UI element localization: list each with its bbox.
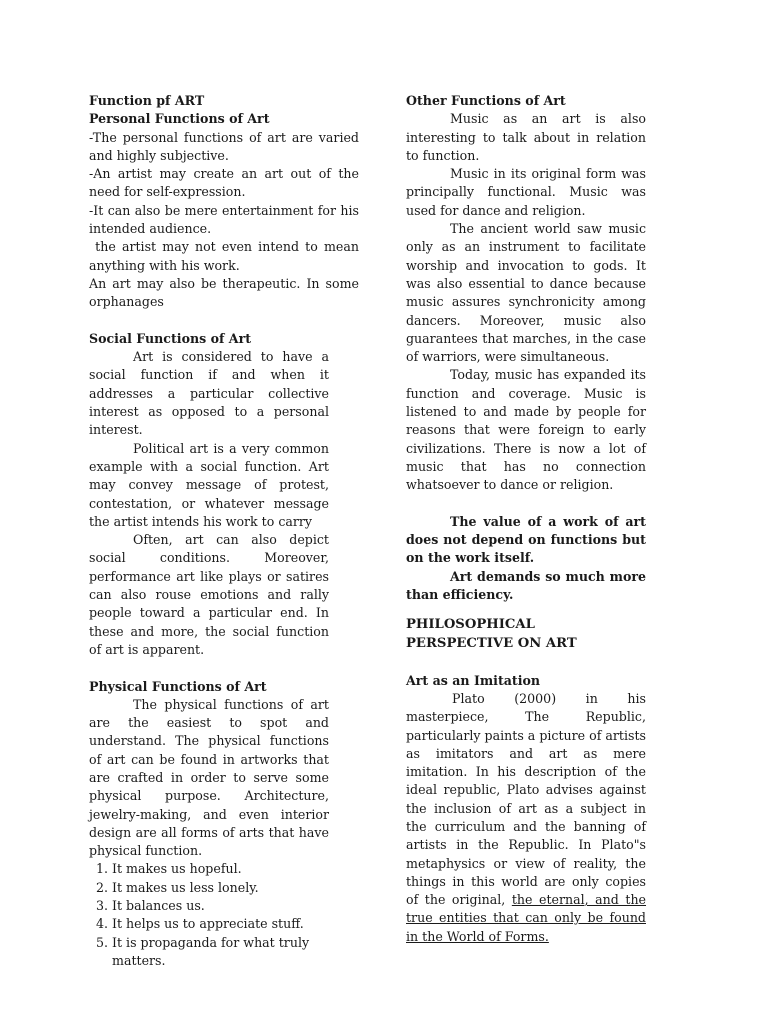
art-as-imitation-heading: Art as an Imitation xyxy=(406,672,541,688)
personal-line-1: -The personal functions of art are varied and highly subjective. xyxy=(89,129,359,163)
physical-benefits-list xyxy=(89,860,359,970)
other-paragraph-2: Music in its original form was principally functional. Music was used for dance and religion. xyxy=(406,166,646,218)
imitation-text: Plato (2000) in his masterpiece, The Republic, particularly paints a picture of artists as imitators and art as mere imitation. In his description of the ideal republic, Plato advises against the inclusion of art as a subject in the curriculum and the banning of artists in the Republic. In Plato"s metaphysics or view of reality, the things in this world are only copies of the original, xyxy=(406,690,646,908)
social-functions-heading: Social Functions of Art xyxy=(89,330,252,346)
social-paragraph-2: Political art is a very common example with a social function. Art may convey message of protest, contestation, or whatever message the artist intends his work to carry xyxy=(89,440,329,529)
list-item: 2. It makes us less lonely. xyxy=(112,879,359,897)
personal-line-3: -It can also be mere entertainment for his intended audience. xyxy=(89,202,359,237)
personal-line-5: An art may also be therapeutic. In some orphanages xyxy=(89,275,359,310)
other-paragraph-1: Music as an art is also interesting to talk about in relation to function. xyxy=(406,111,646,163)
other-paragraph-3: The ancient world saw music only as an instrument to facilitate worship and invocation to gods. It was also essential to dance because music assures synchronicity among dancers. Moreover, music also guarantees that marches, in the case of warriors, were simultaneous. xyxy=(406,221,646,365)
list-item: 3. It balances us. xyxy=(112,897,359,915)
social-paragraph-1: Art is considered to have a social function if and when it addresses a particular collective interest as opposed to a personal interest. xyxy=(89,349,329,438)
list-item: 4. It helps us to appreciate stuff. xyxy=(112,915,359,933)
personal-functions-heading: Personal Functions of Art xyxy=(89,111,270,127)
physical-functions-heading: Physical Functions of Art xyxy=(89,678,267,694)
left-column xyxy=(89,92,364,970)
personal-line-4: the artist may not even intend to mean anything with his work. xyxy=(89,239,364,273)
imitation-underlined-text: the eternal, and the true entities that can only be found in the World of Forms. xyxy=(406,892,647,944)
physical-paragraph: The physical functions of art are the easiest to spot and understand. The physical functions of art can be found in artworks that are crafted in order to serve some physical purpose. Architecture, jewelry-making, and even interior design are all forms of arts that have physical function. xyxy=(89,696,329,859)
bold-statement-1: The value of a work of art does not depend on functions but on the work itself. xyxy=(406,513,646,566)
imitation-paragraph xyxy=(406,690,646,946)
other-functions-heading: Other Functions of Art xyxy=(406,93,566,108)
social-paragraph-3: Often, art can also depict social conditions. Moreover, performance art like plays or satires can also rouse emotions and rally people toward a particular end. In these and more, the social function of art is apparent. xyxy=(89,532,329,657)
personal-line-2: -An artist may create an art out of the need for self-expression. xyxy=(89,166,359,200)
other-paragraph-4: Today, music has expanded its function and coverage. Music is listened to and made by people for reasons that were foreign to early civilizations. There is now a lot of music that has no connection whatsoever to dance or religion. xyxy=(406,367,646,493)
right-column xyxy=(406,92,646,946)
document-title: Function pf ART xyxy=(89,93,205,108)
list-item: 1. It makes us hopeful. xyxy=(112,860,359,878)
bold-statement-2: Art demands so much more than efficiency. xyxy=(406,568,646,603)
philosophical-perspective-heading: PHILOSOPHICAL PERSPECTIVE ON ART xyxy=(406,617,577,652)
list-item: 5. It is propaganda for what truly matters. xyxy=(112,934,359,971)
